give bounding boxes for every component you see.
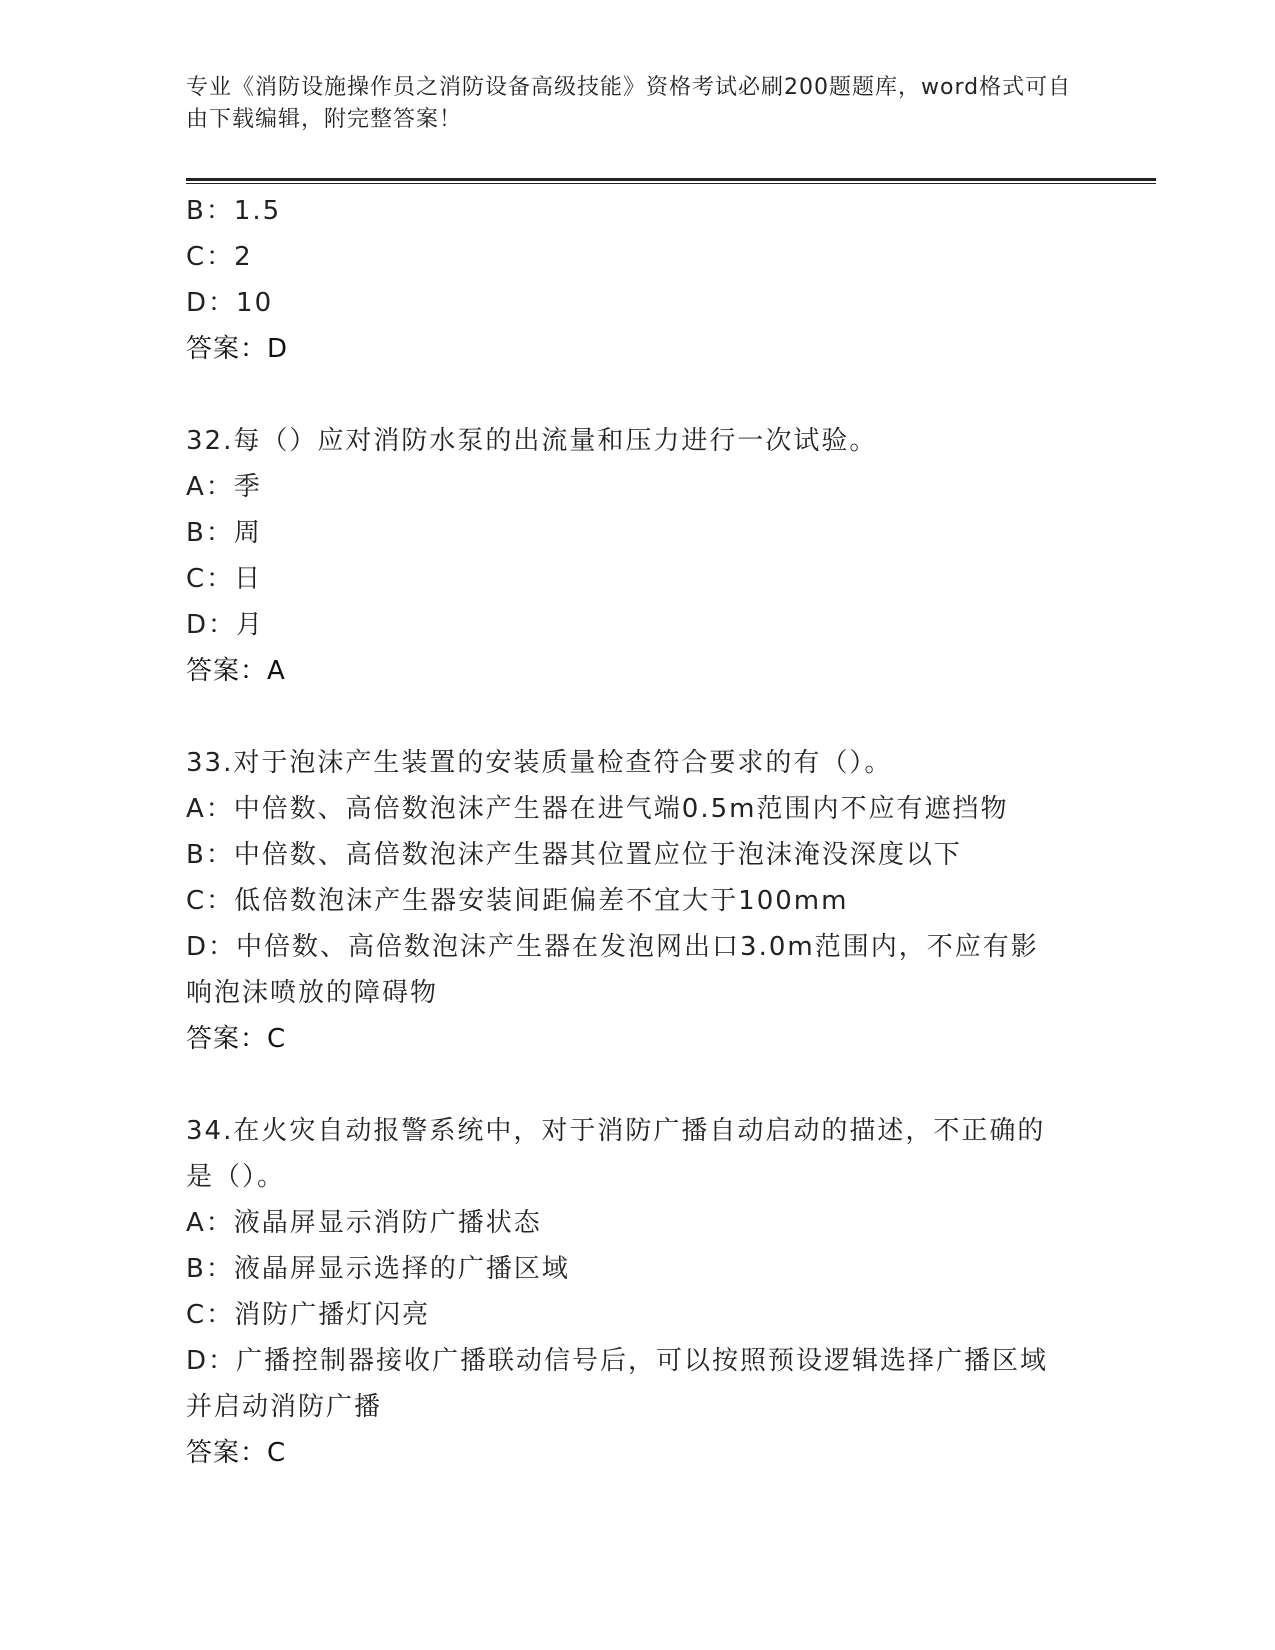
header-divider-thick xyxy=(186,178,1156,181)
answer-line: 答案：D xyxy=(186,334,289,364)
option-d: D：10 xyxy=(186,288,274,318)
question-34-option-c: C：消防广播灯闪亮 xyxy=(186,1300,431,1330)
option-c: C：2 xyxy=(186,242,253,272)
question-32-stem: 32.每（）应对消防水泵的出流量和压力进行一次试验。 xyxy=(186,426,878,456)
question-33-option-c: C：低倍数泡沫产生器安装间距偏差不宜大于100mm xyxy=(186,886,849,916)
spacer xyxy=(186,1062,1086,1108)
spacer xyxy=(186,694,1086,740)
question-34-option-b: B：液晶屏显示选择的广播区域 xyxy=(186,1254,570,1284)
question-33-option-d: D：中倍数、高倍数泡沫产生器在发泡网出口3.0m范围内，不应有影响泡沫喷放的障碍物 xyxy=(186,932,1039,1008)
question-33-option-a: A：中倍数、高倍数泡沫产生器在进气端0.5m范围内不应有遮挡物 xyxy=(186,794,1009,824)
question-32-answer: 答案：A xyxy=(186,656,286,686)
document-body xyxy=(186,188,1086,1476)
question-34-stem: 34.在火灾自动报警系统中，对于消防广播自动启动的描述，不正确的是（）。 xyxy=(186,1116,1046,1192)
header-divider-thin xyxy=(186,183,1156,184)
page-header-title: 专业《消防设施操作员之消防设备高级技能》资格考试必刷200题题库，word格式可自由下载编辑，附完整答案！ xyxy=(186,75,1072,132)
question-34-option-a: A：液晶屏显示消防广播状态 xyxy=(186,1208,542,1238)
question-33-option-b: B：中倍数、高倍数泡沫产生器其位置应位于泡沫淹没深度以下 xyxy=(186,840,962,870)
question-32-option-b: B：周 xyxy=(186,518,262,548)
option-b: B：1.5 xyxy=(186,196,282,226)
question-34-answer: 答案：C xyxy=(186,1438,287,1468)
question-32-option-d: D：月 xyxy=(186,610,265,640)
spacer xyxy=(186,372,1086,418)
question-32-option-c: C：日 xyxy=(186,564,263,594)
question-34-option-d: D：广播控制器接收广播联动信号后，可以按照预设逻辑选择广播区域并启动消防广播 xyxy=(186,1346,1049,1422)
question-33-stem: 33.对于泡沫产生装置的安装质量检查符合要求的有（）。 xyxy=(186,748,893,778)
question-32-option-a: A：季 xyxy=(186,472,262,502)
question-33-answer: 答案：C xyxy=(186,1024,287,1054)
